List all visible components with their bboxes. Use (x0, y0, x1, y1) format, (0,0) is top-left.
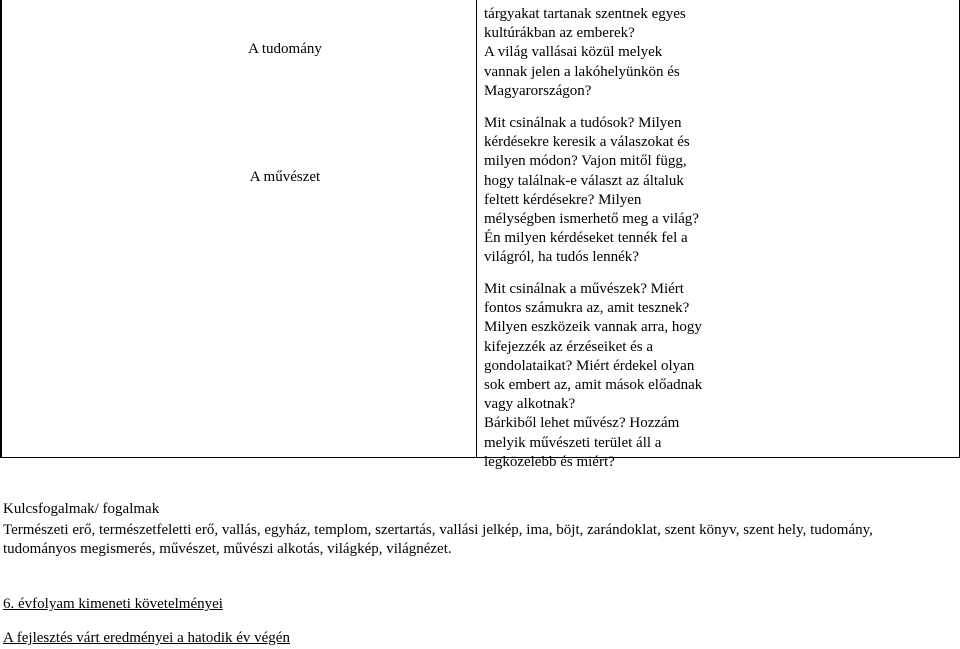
keywords-line-1: Természeti erő, természetfeletti erő, vallás, egyház, templom, szertartás, vallási jelkép, ima, böjt, zarándoklat, szent könyv, szent hely, tudomány, (3, 522, 873, 538)
row-text-science (484, 114, 724, 268)
row-text-religion-body: tárgyakat tartanak szentnek egyes kultúrákban az emberek? A világ vallásai közül melyek vannak jelen a lakóhelyünkön és Magyarországon? (484, 6, 686, 99)
column-divider-middle (476, 0, 477, 458)
row-text-art (484, 280, 724, 472)
column-divider-left (1, 0, 2, 458)
row-text-science-body: Mit csinálnak a tudósok? Milyen kérdésekre keresik a válaszokat és milyen módon? Vajon mitől függ, hogy találnak-e választ az általuk feltett kérdésekre? Milyen mélységben ismerhető meg a világ? Én milyen kérdéseket tennék fel a világról, ha tudós lennék? (484, 115, 699, 266)
row-label-science: A tudomány (248, 41, 322, 57)
row-text-religion (484, 5, 724, 101)
keywords-heading: Kulcsfogalmak/ fogalmak (3, 501, 160, 517)
row-text-art-body: Mit csinálnak a művészek? Miért fontos számukra az, amit tesznek? Milyen eszközeik vannak arra, hogy kifejezzék az érzéseiket és a gondolataikat? Miért érdekel olyan sok embert az, amit mások előadnak vagy alkotnak? Bárkiből lehet művész? Hozzám melyik művészeti terület áll a legközelebb és miért? (484, 281, 703, 470)
requirements-title: 6. évfolyam kimeneti követelményei (3, 596, 223, 612)
keywords-line-2: tudományos megismerés, művészet, művészi alkotás, világkép, világnézet. (3, 541, 452, 557)
row-label-art: A művészet (249, 169, 321, 185)
requirements-subtitle: A fejlesztés várt eredményei a hatodik év végén (3, 630, 290, 646)
